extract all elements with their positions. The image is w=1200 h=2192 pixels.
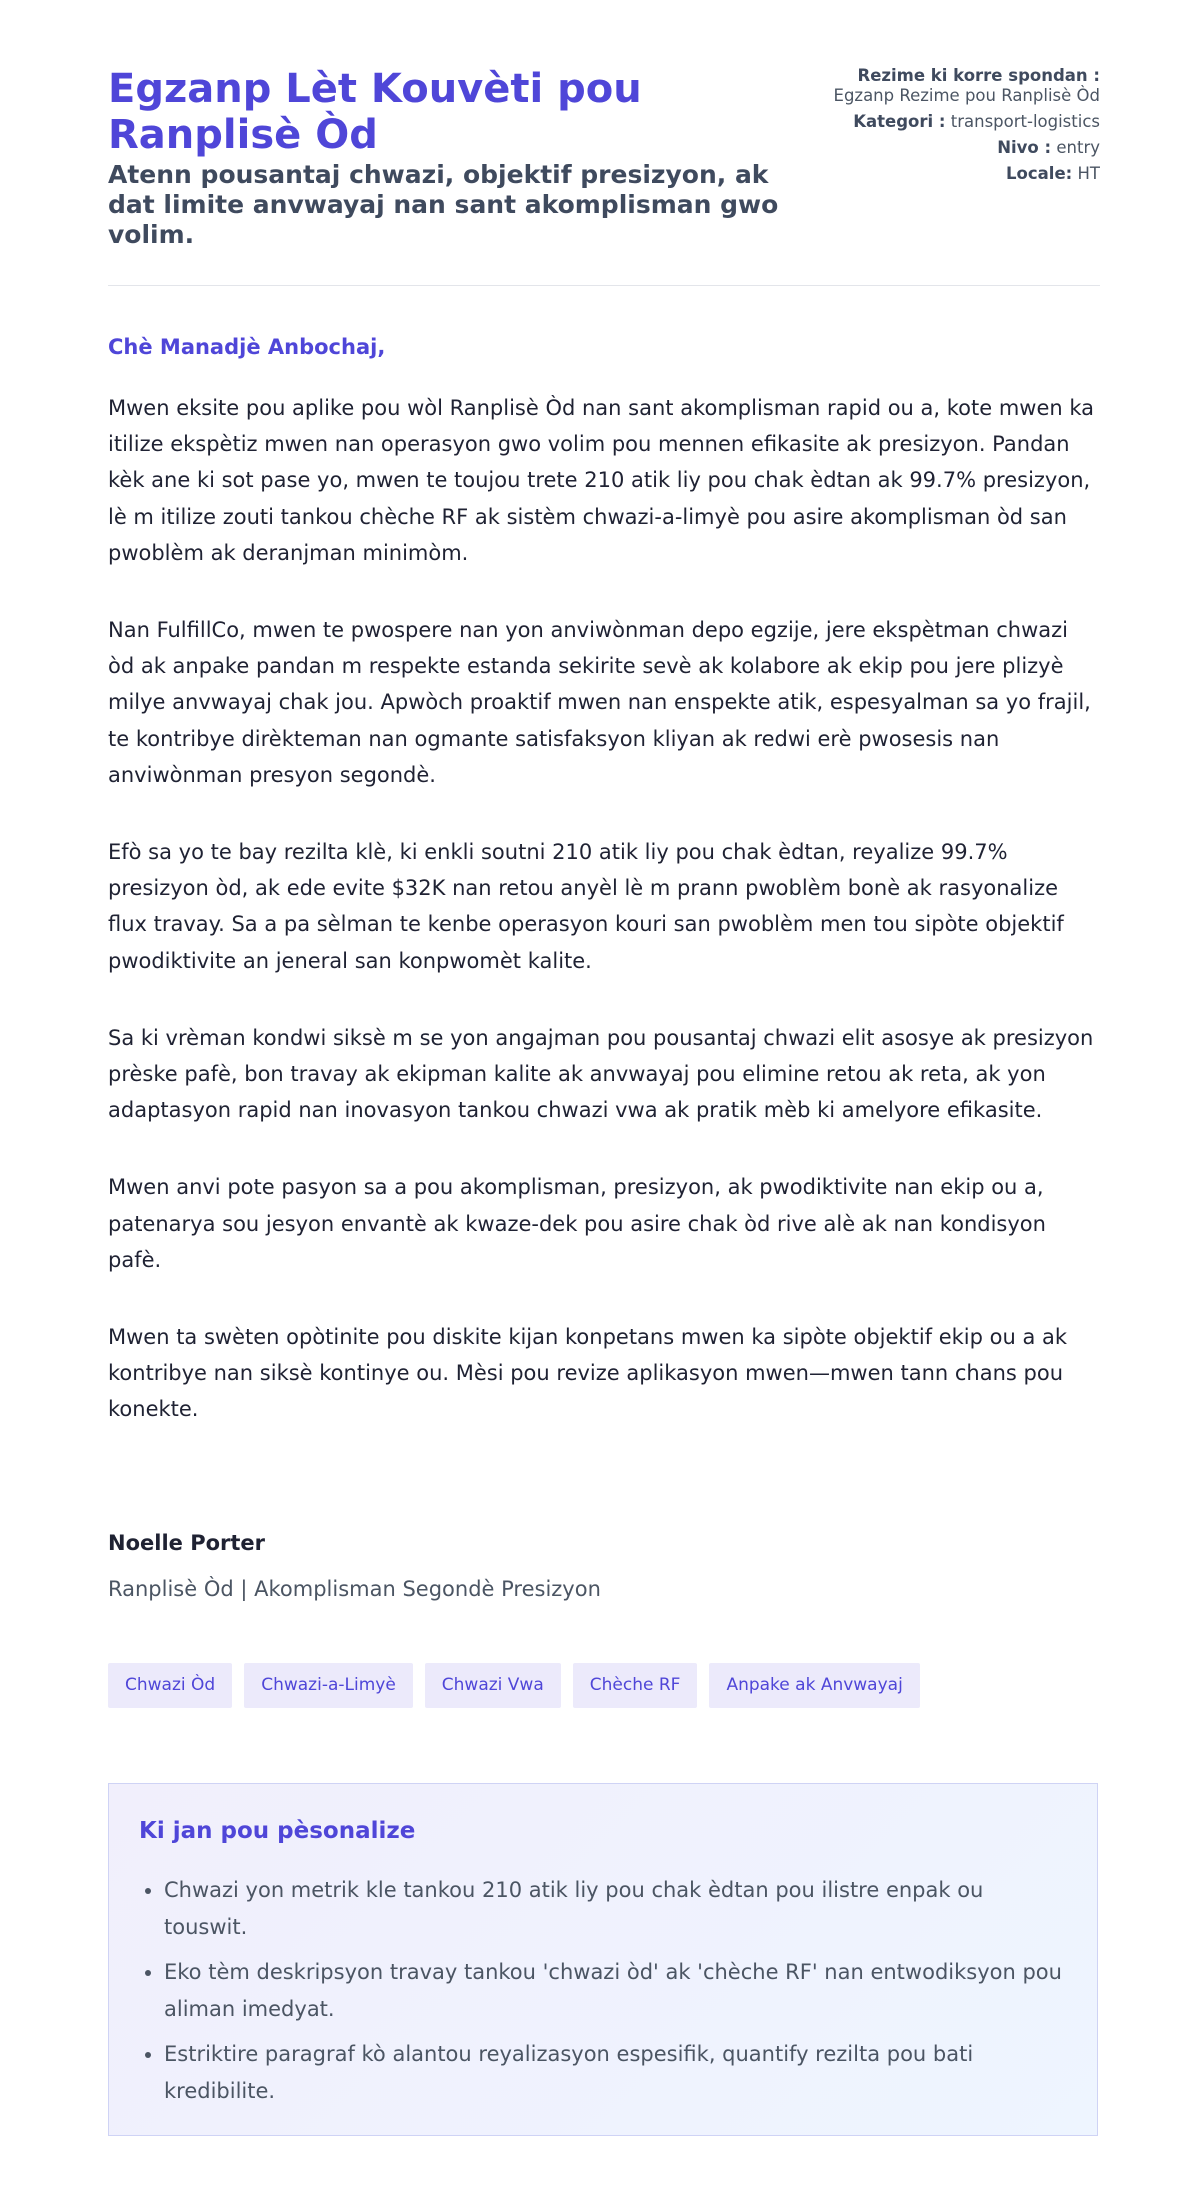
signature-name: Noelle Porter (108, 1531, 266, 1555)
meta-panel (820, 66, 1100, 190)
letter-paragraph: Efò sa yo te bay rezilta klè, ki enkli soutni 210 atik liy pou chak èdtan, reyalize 99.7% presizyon òd, ak ede evite $32K nan retou anyèl lè m prann pwoblèm bonè ak rasyonalize flux travay. Sa a pa sèlman te kenbe operasyon kouri san pwoblèm men tou sipòte objektif pwodiktivite an jeneral san konpwomèt kalite. (108, 840, 1064, 973)
skill-tag: Chwazi Vwa (425, 1663, 561, 1708)
meta-level-value: entry (1056, 138, 1100, 157)
meta-resume (820, 66, 1100, 106)
tips-list (139, 1872, 1064, 2118)
skill-tag: Chwazi-a-Limyè (244, 1663, 413, 1708)
meta-resume-label: Rezime ki korre spondan : (857, 66, 1100, 85)
meta-resume-value[interactable]: Egzanp Rezime pou Ranplisè Òd (833, 86, 1100, 105)
skill-tag: Anpake ak Anvwayaj (709, 1663, 919, 1708)
meta-locale (820, 164, 1100, 184)
meta-category (820, 112, 1100, 132)
tips-list-item: • Eko tèm deskripsyon travay tankou 'chwazi òd' ak 'chèche RF' nan entwodiksyon pou aliman imedyat. (164, 1954, 1064, 2027)
skill-tag: Chèche RF (573, 1663, 698, 1708)
meta-category-value: transport-logistics (950, 112, 1100, 131)
customization-tips-box (108, 1783, 1098, 2136)
letter-greeting: Chè Manadjè Anbochaj, (108, 335, 386, 359)
tips-title: Ki jan pou pèsonalize (139, 1818, 416, 1844)
page-header (108, 0, 1100, 286)
tips-list-item: • Chwazi yon metrik kle tankou 210 atik liy pou chak èdtan pou ilistre enpak ou touswit. (164, 1872, 1064, 1945)
meta-locale-value: HT (1077, 164, 1100, 183)
page-title: Egzanp Lèt Kouvèti pou Ranplisè Òd (108, 66, 642, 158)
meta-locale-label: Locale: (1006, 164, 1073, 183)
skill-tag: Chwazi Òd (108, 1663, 232, 1708)
page-subtitle: Atenn pousantaj chwazi, objektif presizyon, ak dat limite anvwayaj nan sant akomplisman gwo volim. (108, 160, 779, 249)
letter-paragraph: Mwen eksite pou aplike pou wòl Ranplisè Òd nan sant akomplisman rapid ou a, kote mwen ka itilize ekspètiz mwen nan operasyon gwo volim pou mennen efikasite ak presizyon. Pandan kèk ane ki sot pase yo, mwen te toujou trete 210 atik liy pou chak èdtan ak 99.7% presizyon, lè m itilize zouti tankou chèche RF ak sistèm chwazi-a-limyè pou asire akomplisman òd san pwoblèm ak deranjman minimòm. (108, 396, 1095, 565)
letter-paragraph: Mwen anvi pote pasyon sa a pou akomplisman, presizyon, ak pwodiktivite nan ekip ou a, patenarya sou jesyon envantè ak kwaze-dek pou asire chak òd rive alè ak nan kondisyon pafè. (108, 1175, 1046, 1272)
letter-paragraph: Nan FulfillCo, mwen te pwospere nan yon anviwònman depo egzije, jere ekspètman chwazi òd ak anpake pandan m respekte estanda sekirite sevè ak kolabore ak ekip pou jere plizyè milye anvwayaj chak jou. Apwòch proaktif mwen nan enspekte atik, espesyalman sa yo frajil, te kontribye dirèkteman nan ogmante satisfaksyon kliyan ak redwi erè pwosesis nan anviwònman presyon segondè. (108, 618, 1091, 787)
skill-tags (108, 1663, 920, 1708)
letter-body (108, 390, 1100, 1469)
tips-list-item: • Estriktire paragraf kò alantou reyalizasyon espesifik, quantify rezilta pou bati kredibilite. (164, 2036, 1064, 2109)
signature-block (108, 1528, 1100, 1604)
signature-title: Ranplisè Òd | Akomplisman Segondè Presizyon (108, 1577, 601, 1601)
meta-level (820, 138, 1100, 158)
meta-level-label: Nivo : (997, 138, 1052, 157)
letter-paragraph: Sa ki vrèman kondwi siksè m se yon angajman pou pousantaj chwazi elit asosye ak presizyon prèske pafè, bon travay ak ekipman kalite ak anvwayaj pou elimine retou ak reta, ak yon adaptasyon rapid nan inovasyon tankou chwazi vwa ak pratik mèb ki amelyore efikasite. (108, 1025, 1094, 1123)
meta-category-label: Kategori : (853, 112, 946, 131)
cover-letter-page (108, 0, 1100, 2103)
letter-paragraph: Mwen ta swèten opòtinite pou diskite kijan konpetans mwen ka sipòte objektif ekip ou a ak kontribye nan siksè kontinye ou. Mèsi pou revize aplikasyon mwen—mwen tann chans pou konekte. (108, 1325, 1068, 1422)
